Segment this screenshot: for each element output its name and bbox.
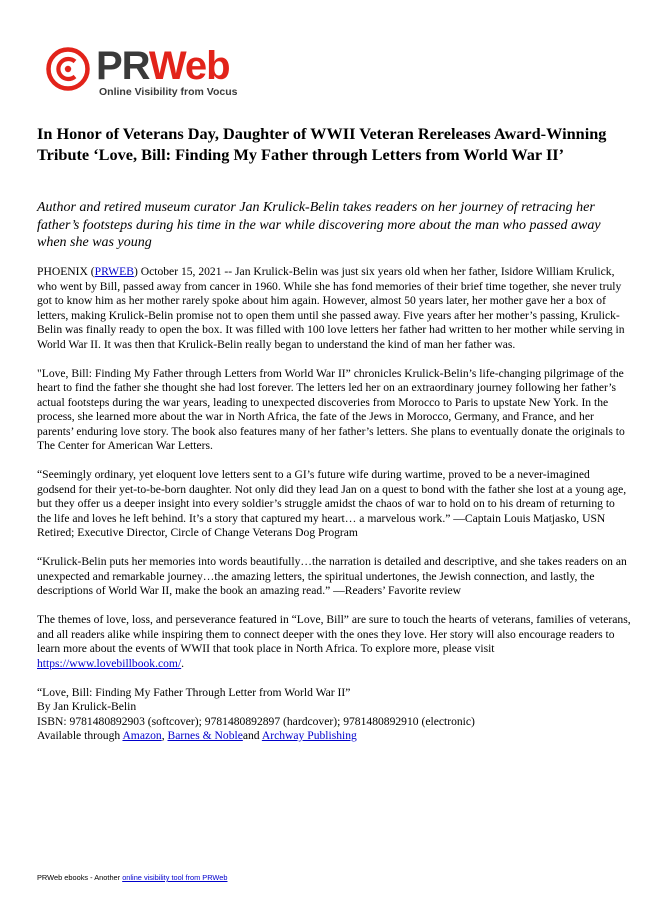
- book-isbn-line: ISBN: 9781480892903 (softcover); 9781480892897 (hardcover); 9781480892910 (electronic): [37, 714, 475, 728]
- book-title-line: “Love, Bill: Finding My Father Through Letter from World War II”: [37, 685, 351, 699]
- subheadline: Author and retired museum curator Jan Krulick-Belin takes readers on her journey of retracing her father’s footsteps during his time in the war while discovering more about the man who passed away when she was young: [37, 200, 601, 250]
- quote-readers-favorite: “Krulick-Belin puts her memories into words beautifully…the narration is detailed and descriptive, and she takes readers on an unexpected and remarkable journey…the amazing letters, the spiritual undertones, the Jewish connection, and lastly, the descriptions of World War II, make the book an amazing read.” —Readers’ Favorite review: [37, 555, 627, 597]
- availability-prefix: Available through: [37, 729, 123, 742]
- logo-tagline: Online Visibility from Vocus: [99, 86, 238, 98]
- amazon-link[interactable]: Amazon: [122, 729, 162, 742]
- article-body: [37, 265, 631, 744]
- availability-sep-2: and: [242, 729, 262, 742]
- dateline-prefix: PHOENIX (: [37, 265, 95, 278]
- paragraph-2: "Love, Bill: Finding My Father through Letters from World War II” chronicles Krulick-Belin’s life-changing pilgrimage of the heart to find the father she thought she had lost forever. The letters led her on an extraordinary journey following her father’s actual footsteps during the war years, leading to unexpected discoveries from Morocco to Paris to upstate New York. In the process, she learned more about the war in North Africa, the fate of the Jews in Morocco, Germany, and France, and her parents’ enduring love story. The book also features many of her father’s letters. She plans to eventually donate the originals to The Center for American War Letters.: [37, 366, 625, 452]
- book-website-link[interactable]: https://www.lovebillbook.com/: [37, 656, 182, 670]
- footer-text: PRWeb ebooks - Another: [37, 873, 123, 882]
- prweb-logo-mark-icon: [46, 47, 90, 91]
- prweb-logo[interactable]: [46, 44, 246, 100]
- barnes-noble-link[interactable]: Barnes & Noble: [167, 729, 243, 742]
- paragraph-1: [37, 265, 631, 352]
- page-footer: [37, 873, 227, 882]
- availability-sep-1: ,: [161, 729, 168, 742]
- paragraph-5-text: The themes of love, loss, and perseverance featured in “Love, Bill” are sure to touch the hearts of veterans, families of veterans, and all readers alike while inspiring them to connect deeper with the ones they love. Her story will also encourage readers to learn more about the events of WWII that took place in North Africa. To explore more, please visit: [37, 613, 631, 655]
- headline: In Honor of Veterans Day, Daughter of WWII Veteran Rereleases Award-Winning Tribute ‘Love, Bill: Finding My Father through Letters from World War II’: [37, 124, 607, 164]
- availability-line: [37, 729, 631, 744]
- paragraph-5-end: .: [181, 656, 185, 670]
- prweb-link[interactable]: PRWEB: [94, 265, 134, 278]
- logo-wordmark: [96, 44, 230, 88]
- quote-matjasko: “Seemingly ordinary, yet eloquent love letters sent to a GI’s future wife during wartime, proved to be a never-imagined godsend for their yet-to-be-born daughter. Not only did they lead Jan on a quest to bond with the father she lost at a young age, but they offer us a deeper insight into every soldier’s struggle amidst the chaos of war to hold on to his dream of returning to the life and loves he left behind. It’s a story that captured my heart… a marvelous work.” —Captain Louis Matjasko, USN Retired; Executive Director, Circle of Change Veterans Dog Program: [37, 468, 627, 539]
- archway-publishing-link[interactable]: Archway Publishing: [261, 729, 357, 742]
- logo-web: Web: [148, 44, 230, 88]
- logo-pr: PR: [96, 44, 149, 88]
- paragraph-1-text: ) October 15, 2021 -- Jan Krulick-Belin was just six years old when her father, Isidore William Krulick, who went by Bill, passed away from cancer in 1960. While she has fond memories of their brief time together, she never truly got to know him as her mother rarely spoke about him again. However, almost 50 years later, her mother gave her a box of letters, making Krulick-Belin promise not to open them until she passed away. Five years after her mother’s passing, Krulick-Belin was finally ready to open the box. It was filled with 100 love letters her father had written to her mother while serving in World War II. It was then that Krulick-Belin really began to understand the kind of man her father was.: [37, 265, 625, 351]
- book-author-line: By Jan Krulick-Belin: [37, 700, 137, 713]
- footer-link[interactable]: online visibility tool from PRWeb: [122, 873, 228, 882]
- paragraph-5: [37, 613, 631, 671]
